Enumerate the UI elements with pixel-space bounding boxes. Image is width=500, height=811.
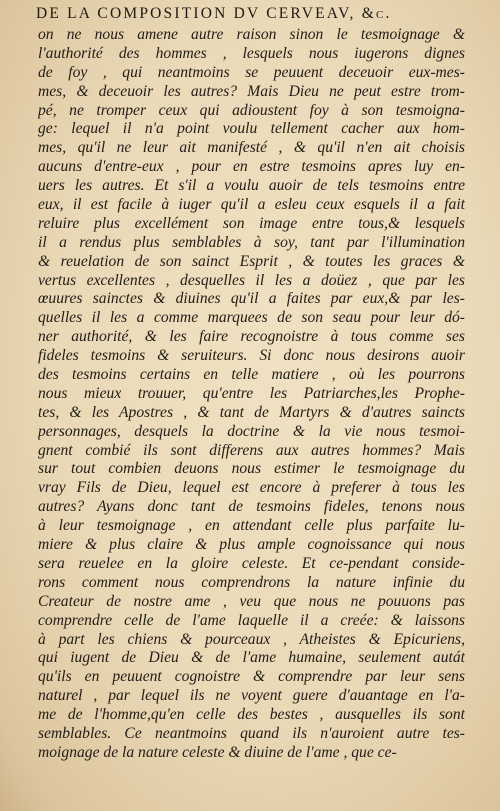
text-line: vray Fils de Dieu, lequel est encore à preferer à tous les [38, 479, 465, 497]
text-line: l'authorité des hommes , lesquels nous iugerons dignes [38, 44, 465, 62]
text-line: eux, il est facile à iuger qu'il a esleu ceux esquels il a fait [38, 196, 465, 214]
text-line: sur tout combien deuons nous estimer le tesmoignage du [38, 460, 465, 478]
text-line: de foy , qui neantmoins se peuuent deceuoir eux-mes- [38, 63, 465, 81]
running-title: DE LA COMPOSITION DV CERVEAV, &c. [36, 5, 392, 22]
text-line: Createur de nostre ame , veu que nous ne pouuons pas [38, 592, 465, 610]
text-line: mes, & deceuoir les autres? Mais Dieu ne peut estre trom- [38, 82, 465, 100]
text-line: naturel , par lequel ils ne voyent guere d'auantage en l'a- [38, 687, 465, 705]
text-line: à leur tesmoignage , en attendant celle plus parfaite lu- [38, 517, 465, 535]
text-line: ge: lequel il n'a point voulu tellement cacher aux hom- [38, 120, 465, 138]
text-line: quelles il les a comme marquees de son seau pour leur dó- [38, 309, 465, 327]
text-line: ner authorité, & les faire recognoistre à tous comme ses [38, 328, 465, 346]
text-line: fideles tesmoins & seruiteurs. Si donc nous desirons auoir [38, 347, 465, 365]
text-line: miere & plus claire & plus ample cognoissance qui nous [38, 536, 465, 554]
text-line: nous mieux trouuer, qu'entre les Patriarches,les Prophe- [38, 384, 465, 402]
text-line: œuures sainctes & diuines qu'il a faites par eux,& par les- [38, 290, 465, 308]
text-line: personnages, desquels la doctrine & la vie nous tesmoi- [38, 422, 465, 440]
text-line: des tesmoins certains en telle matiere , où les pourrons [38, 366, 465, 384]
text-line: qu'ils en peuuent cognoistre & comprendre par leur sens [38, 668, 465, 686]
text-line: gnent combié ils sont differens aux autres hommes? Mais [38, 441, 465, 459]
text-line: qui iugent de Dieu & de l'ame humaine, seulement autát [38, 649, 465, 667]
text-line: vertus excellentes , desquelles il les a doüez , que par les [38, 271, 465, 289]
text-line: on ne nous amene autre raison sinon le tesmoignage & [38, 26, 465, 43]
text-line: me de l'homme,qu'en celle des bestes , ausquelles ils sont [38, 706, 465, 724]
text-line: aucuns d'entre-eux , pour en estre tesmoins apres luy en- [38, 158, 465, 176]
text-line: autres? Ayans donc tant de tesmoins fideles, tenons nous [38, 498, 465, 516]
text-line: semblables. Ce neantmoins quand ils n'auroient autre tes- [38, 724, 465, 742]
text-line: rons comment nous comprendrons la nature infinie du [38, 573, 465, 591]
text-line: comprendre celle de l'ame laquelle il a creée: & laissons [38, 611, 465, 629]
text-line: & reuelation de son sainct Esprit , & toutes les graces & [38, 252, 465, 270]
text-line: reluire plus excellément son image entre tous,& lesquels [38, 214, 465, 232]
text-line: à part les chiens & pourceaux , Atheistes & Epicuriens, [38, 630, 465, 648]
running-header [36, 5, 466, 27]
text-line: tes, & les Apostres , & tant de Martyrs & d'autres saincts [38, 403, 465, 421]
body-text [38, 26, 465, 763]
text-line: moignage de la nature celeste & diuine de l'ame , que ce- [38, 743, 397, 761]
text-line: pé, ne tromper ceux qui adioustent foy à son tesmoigna- [38, 101, 465, 119]
text-line: mes, qu'il ne leur ait manifesté , & qu'il n'en ait choisis [38, 139, 465, 157]
text-line: il a rendus plus semblables à soy, tant par l'illumination [38, 233, 465, 251]
text-line: uers les autres. Et s'il a voulu auoir de tels tesmoins entre [38, 177, 465, 195]
text-line: sera reuelee en la gloire celeste. Et ce-pendant conside- [38, 554, 465, 572]
